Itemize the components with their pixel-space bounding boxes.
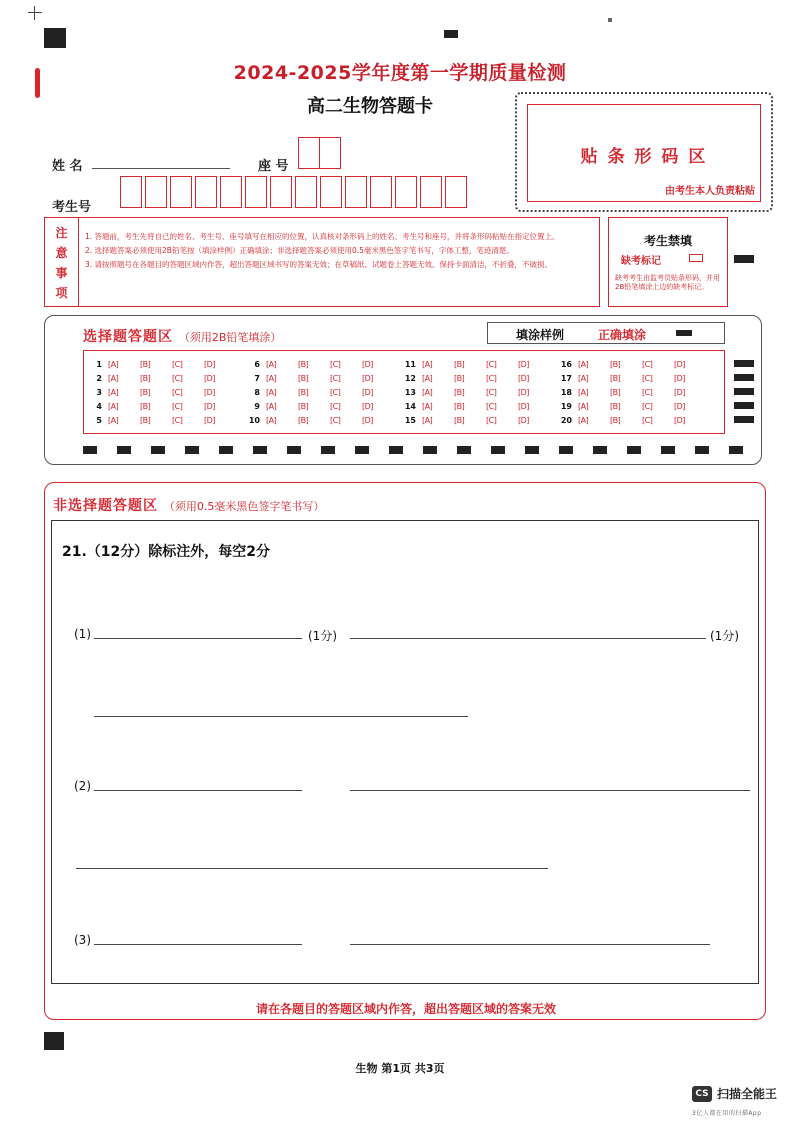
option-b[interactable]: [B] xyxy=(140,387,151,397)
answer-row: 20 [A] [B] [C] [D] xyxy=(554,413,706,427)
timing-mark xyxy=(219,446,233,454)
part2-label: (2) xyxy=(74,779,91,793)
notice-line: 1. 答题前，考生先将自己的姓名、考生号、座号填写在相应的位置，认真核对条形码上的姓名、考生号和座号，并将条形码粘贴在指定位置上。 xyxy=(85,232,560,241)
part1-blank-c[interactable] xyxy=(94,703,468,717)
option-b[interactable]: [B] xyxy=(298,373,309,383)
option-b[interactable]: [B] xyxy=(140,401,151,411)
answer-row: 11 [A] [B] [C] [D] xyxy=(398,357,550,371)
notice-line: 3. 请按照题号在各题目的答题区域内作答，超出答题区域书写的答案无效；在草稿纸、试题卷上答题无效。保持卡面清洁，不折叠，不破损。 xyxy=(85,260,553,269)
option-d[interactable]: [D] xyxy=(518,373,529,383)
option-d[interactable]: [D] xyxy=(674,401,685,411)
part1-points-b: (1分) xyxy=(710,629,739,643)
option-a[interactable]: [A] xyxy=(108,415,119,425)
option-d[interactable]: [D] xyxy=(518,415,529,425)
answer-row: 1 [A] [B] [C] [D] xyxy=(84,357,236,371)
option-d[interactable]: [D] xyxy=(674,415,685,425)
scanner-logo: CS xyxy=(692,1086,712,1102)
option-b[interactable]: [B] xyxy=(454,415,465,425)
question-21: 21.（12分）除标注外，每空2分 xyxy=(62,544,271,560)
option-a[interactable]: [A] xyxy=(108,387,119,397)
option-a[interactable]: [A] xyxy=(266,387,277,397)
answer-row: 10 [A] [B] [C] [D] xyxy=(242,413,394,427)
timing-mark xyxy=(695,446,709,454)
answer-row: 16 [A] [B] [C] [D] xyxy=(554,357,706,371)
option-c[interactable]: [C] xyxy=(172,359,183,369)
timing-mark xyxy=(734,402,754,409)
option-b[interactable]: [B] xyxy=(298,401,309,411)
option-d[interactable]: [D] xyxy=(204,387,215,397)
option-d[interactable]: [D] xyxy=(362,387,373,397)
seat-field[interactable] xyxy=(298,137,342,169)
part1-points-a: (1分) xyxy=(308,629,337,643)
page-subtitle: 高二生物答题卡 xyxy=(307,96,433,117)
timing-mark xyxy=(457,446,471,454)
option-a[interactable]: [A] xyxy=(266,401,277,411)
option-c[interactable]: [C] xyxy=(330,387,341,397)
timing-mark xyxy=(734,388,754,395)
option-c[interactable]: [C] xyxy=(486,401,497,411)
seat-label: 座 号 xyxy=(258,159,289,174)
absent-panel xyxy=(608,217,728,307)
timing-mark xyxy=(185,446,199,454)
notice-label: 注 意 事 项 xyxy=(45,218,79,306)
option-b[interactable]: [B] xyxy=(610,387,621,397)
option-d[interactable]: [D] xyxy=(362,415,373,425)
part3-blank-a[interactable] xyxy=(94,931,302,945)
option-a[interactable]: [A] xyxy=(108,373,119,383)
timing-mark-row xyxy=(83,446,743,454)
option-c[interactable]: [C] xyxy=(172,387,183,397)
option-d[interactable]: [D] xyxy=(362,359,373,369)
option-c[interactable]: [C] xyxy=(330,359,341,369)
option-a[interactable]: [A] xyxy=(578,387,589,397)
answer-row: 8 [A] [B] [C] [D] xyxy=(242,385,394,399)
option-d[interactable]: [D] xyxy=(518,401,529,411)
option-c[interactable]: [C] xyxy=(486,387,497,397)
barcode-note: 由考生本人负责粘贴 xyxy=(665,186,755,197)
notice-line: 2. 选择题答案必须使用2B铅笔按（填涂样例）正确填涂；非选择题答案必须使用0.5毫米黑色签字笔书写，字体工整，笔迹清楚。 xyxy=(85,246,514,255)
mc-header: 选择题答题区 （须用2B铅笔填涂） xyxy=(83,329,282,345)
option-c[interactable]: [C] xyxy=(642,401,653,411)
part2-blank-a[interactable] xyxy=(94,777,302,791)
option-b[interactable]: [B] xyxy=(610,373,621,383)
fill-sample xyxy=(487,322,725,344)
option-b[interactable]: [B] xyxy=(454,387,465,397)
correct-label: 正确填涂 xyxy=(598,328,647,342)
timing-mark xyxy=(491,446,505,454)
option-c[interactable]: [C] xyxy=(172,401,183,411)
name-field[interactable] xyxy=(92,155,230,169)
exam-id-label: 考生号 xyxy=(52,200,92,215)
crosshair-icon xyxy=(28,6,42,20)
option-c[interactable]: [C] xyxy=(642,387,653,397)
option-c[interactable]: [C] xyxy=(642,373,653,383)
timing-mark xyxy=(559,446,573,454)
option-a[interactable]: [A] xyxy=(108,401,119,411)
answer-row: 5 [A] [B] [C] [D] xyxy=(84,413,236,427)
part3-blank-b[interactable] xyxy=(350,931,710,945)
timing-mark xyxy=(734,255,754,263)
scanner-watermark xyxy=(692,1085,777,1102)
timing-mark xyxy=(83,446,97,454)
option-d[interactable]: [D] xyxy=(674,387,685,397)
option-d[interactable]: [D] xyxy=(518,387,529,397)
answer-row: 9 [A] [B] [C] [D] xyxy=(242,399,394,413)
correct-fill-mark xyxy=(676,330,692,336)
option-b[interactable]: [B] xyxy=(610,415,621,425)
option-b[interactable]: [B] xyxy=(298,359,309,369)
answer-row: 17 [A] [B] [C] [D] xyxy=(554,371,706,385)
option-b[interactable]: [B] xyxy=(610,401,621,411)
nc-header: 非选择题答题区 （须用0.5毫米黑色签字笔书写） xyxy=(53,498,325,514)
timing-mark xyxy=(321,446,335,454)
option-a[interactable]: [A] xyxy=(578,359,589,369)
option-c[interactable]: [C] xyxy=(172,415,183,425)
absent-mark-label: 缺考标记 xyxy=(621,256,661,267)
option-c[interactable]: [C] xyxy=(330,415,341,425)
option-c[interactable]: [C] xyxy=(642,415,653,425)
notice-panel xyxy=(44,217,600,307)
answer-row: 12 [A] [B] [C] [D] xyxy=(398,371,550,385)
option-d[interactable]: [D] xyxy=(362,373,373,383)
option-c[interactable]: [C] xyxy=(330,373,341,383)
option-a[interactable]: [A] xyxy=(422,373,433,383)
option-c[interactable]: [C] xyxy=(486,373,497,383)
answer-row: 3 [A] [B] [C] [D] xyxy=(84,385,236,399)
answer-row: 15 [A] [B] [C] [D] xyxy=(398,413,550,427)
part1-blank-b[interactable] xyxy=(350,625,706,639)
answer-area-warning: 请在各题目的答题区域内作答，超出答题区域的答案无效 xyxy=(255,1002,556,1016)
option-c[interactable]: [C] xyxy=(642,359,653,369)
answer-grid xyxy=(83,350,725,434)
option-b[interactable]: [B] xyxy=(140,415,151,425)
timing-mark xyxy=(117,446,131,454)
option-b[interactable]: [B] xyxy=(298,387,309,397)
registration-mark xyxy=(444,30,458,38)
answer-row: 7 [A] [B] [C] [D] xyxy=(242,371,394,385)
timing-mark xyxy=(734,360,754,367)
option-b[interactable]: [B] xyxy=(140,359,151,369)
timing-mark xyxy=(423,446,437,454)
option-d[interactable]: [D] xyxy=(204,401,215,411)
part2-blank-c[interactable] xyxy=(76,855,548,869)
option-c[interactable]: [C] xyxy=(172,373,183,383)
option-a[interactable]: [A] xyxy=(422,387,433,397)
timing-mark xyxy=(389,446,403,454)
option-d[interactable]: [D] xyxy=(518,359,529,369)
notice-text xyxy=(85,230,591,272)
answer-row: 2 [A] [B] [C] [D] xyxy=(84,371,236,385)
option-a[interactable]: [A] xyxy=(422,401,433,411)
option-a[interactable]: [A] xyxy=(578,401,589,411)
option-d[interactable]: [D] xyxy=(204,415,215,425)
option-b[interactable]: [B] xyxy=(454,359,465,369)
exam-id-field[interactable] xyxy=(120,176,467,208)
part1-blank-a[interactable] xyxy=(94,625,302,639)
answer-row: 14 [A] [B] [C] [D] xyxy=(398,399,550,413)
timing-mark xyxy=(287,446,301,454)
timing-mark xyxy=(525,446,539,454)
option-d[interactable]: [D] xyxy=(674,359,685,369)
timing-mark xyxy=(734,374,754,381)
registration-mark xyxy=(608,18,612,22)
answer-row: 13 [A] [B] [C] [D] xyxy=(398,385,550,399)
page-title: 2024-2025学年度第一学期质量检测 xyxy=(233,62,567,84)
page-number: 生物 第1页 共3页 xyxy=(355,1062,445,1075)
option-b[interactable]: [B] xyxy=(454,401,465,411)
timing-mark xyxy=(355,446,369,454)
non-choice-section xyxy=(44,482,766,1020)
option-d[interactable]: [D] xyxy=(362,401,373,411)
option-a[interactable]: [A] xyxy=(266,415,277,425)
answer-row: 6 [A] [B] [C] [D] xyxy=(242,357,394,371)
multiple-choice-section xyxy=(44,315,762,465)
option-d[interactable]: [D] xyxy=(204,373,215,383)
barcode-title: 贴 条 形 码 区 xyxy=(580,147,708,167)
absent-mark-box[interactable] xyxy=(689,254,703,262)
part1-label: (1) xyxy=(74,627,91,641)
option-a[interactable]: [A] xyxy=(422,359,433,369)
option-d[interactable]: [D] xyxy=(204,359,215,369)
timing-mark xyxy=(253,446,267,454)
timing-mark xyxy=(593,446,607,454)
answer-row: 4 [A] [B] [C] [D] xyxy=(84,399,236,413)
option-c[interactable]: [C] xyxy=(330,401,341,411)
timing-mark xyxy=(729,446,743,454)
option-b[interactable]: [B] xyxy=(140,373,151,383)
timing-mark xyxy=(151,446,165,454)
absent-note: 缺考考生由监考员贴条形码，并用2B铅笔填涂上边的缺考标记。 xyxy=(615,274,720,291)
part3-label: (3) xyxy=(74,933,91,947)
scanner-name: 扫描全能王 xyxy=(717,1087,778,1101)
scanner-tagline: 3亿人都在用的扫描App xyxy=(692,1110,762,1117)
absent-title: 考生禁填 xyxy=(643,234,692,248)
option-a[interactable]: [A] xyxy=(108,359,119,369)
option-b[interactable]: [B] xyxy=(610,359,621,369)
name-label: 姓 名 xyxy=(52,159,83,174)
option-c[interactable]: [C] xyxy=(486,415,497,425)
barcode-area xyxy=(515,92,773,212)
registration-mark xyxy=(44,28,66,48)
option-b[interactable]: [B] xyxy=(454,373,465,383)
answer-area xyxy=(51,520,759,984)
option-a[interactable]: [A] xyxy=(266,359,277,369)
timing-mark xyxy=(661,446,675,454)
option-c[interactable]: [C] xyxy=(486,359,497,369)
part2-blank-b[interactable] xyxy=(350,777,750,791)
option-b[interactable]: [B] xyxy=(298,415,309,425)
timing-mark xyxy=(734,416,754,423)
answer-row: 19 [A] [B] [C] [D] xyxy=(554,399,706,413)
option-a[interactable]: [A] xyxy=(266,373,277,383)
option-a[interactable]: [A] xyxy=(422,415,433,425)
option-a[interactable]: [A] xyxy=(578,373,589,383)
option-d[interactable]: [D] xyxy=(674,373,685,383)
option-a[interactable]: [A] xyxy=(578,415,589,425)
sample-label: 填涂样例 xyxy=(516,328,565,342)
answer-row: 18 [A] [B] [C] [D] xyxy=(554,385,706,399)
registration-mark xyxy=(44,1032,64,1050)
timing-mark xyxy=(627,446,641,454)
